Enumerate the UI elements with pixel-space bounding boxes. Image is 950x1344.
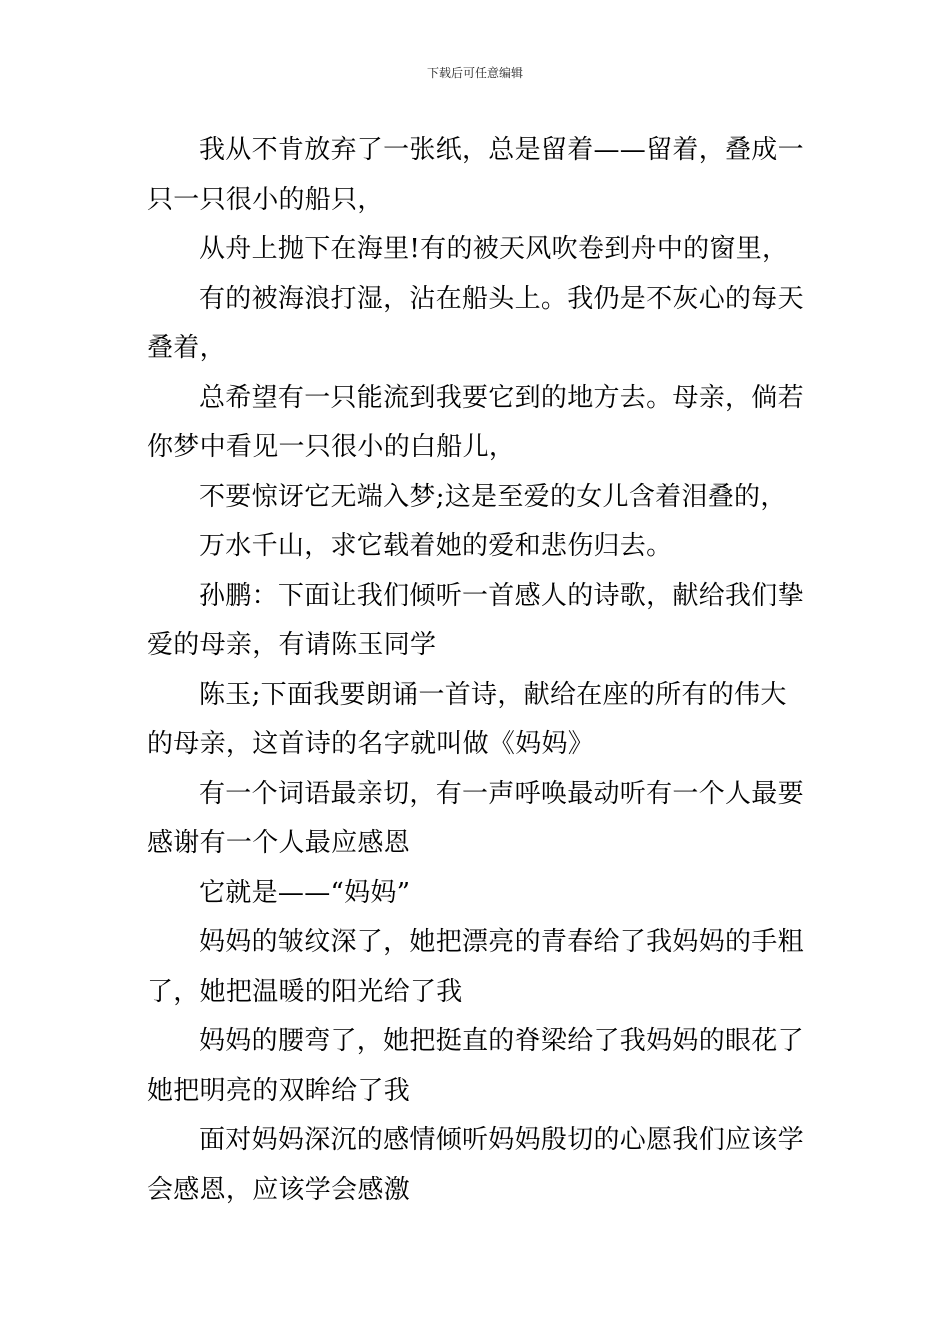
- body-text: [147, 126, 807, 1215]
- paragraph: 不要惊讶它无端入梦;这是至爱的女儿含着泪叠的，: [199, 481, 787, 512]
- paragraph: 妈妈的腰弯了，她把挺直的脊梁给了我妈妈的眼花了她把明亮的双眸给了我: [147, 1026, 804, 1106]
- paragraph: 面对妈妈深沉的感情倾听妈妈殷切的心愿我们应该学会感恩，应该学会感激: [147, 1125, 804, 1205]
- paragraph: 它就是——“妈妈”: [199, 877, 411, 908]
- paragraph: 有一个词语最亲切，有一声呼唤最动听有一个人最要感谢有一个人最应感恩: [147, 778, 804, 858]
- paragraph: 孙鹏：下面让我们倾听一首感人的诗歌，献给我们挚爱的母亲，有请陈玉同学: [147, 580, 804, 660]
- paragraph: 从舟上抛下在海里!有的被天风吹卷到舟中的窗里，: [199, 234, 789, 264]
- paragraph: 我从不肯放弃了一张纸，总是留着——留着，叠成一只一只很小的船只，: [147, 135, 804, 215]
- paragraph: 陈玉;下面我要朗诵一首诗，献给在座的所有的伟大的母亲，这首诗的名字就叫做《妈妈》: [147, 679, 787, 759]
- header-note: 下载后可任意编辑: [426, 66, 523, 80]
- paragraph: 万水千山，求它载着她的爱和悲伤归去。: [199, 531, 673, 561]
- paragraph: 总希望有一只能流到我要它到的地方去。母亲，倘若你梦中看见一只很小的白船儿，: [147, 382, 804, 462]
- paragraph: 妈妈的皱纹深了，她把漂亮的青春给了我妈妈的手粗了，她把温暖的阳光给了我: [147, 927, 804, 1007]
- paragraph: 有的被海浪打湿，沾在船头上。我仍是不灰心的每天叠着，: [147, 283, 804, 363]
